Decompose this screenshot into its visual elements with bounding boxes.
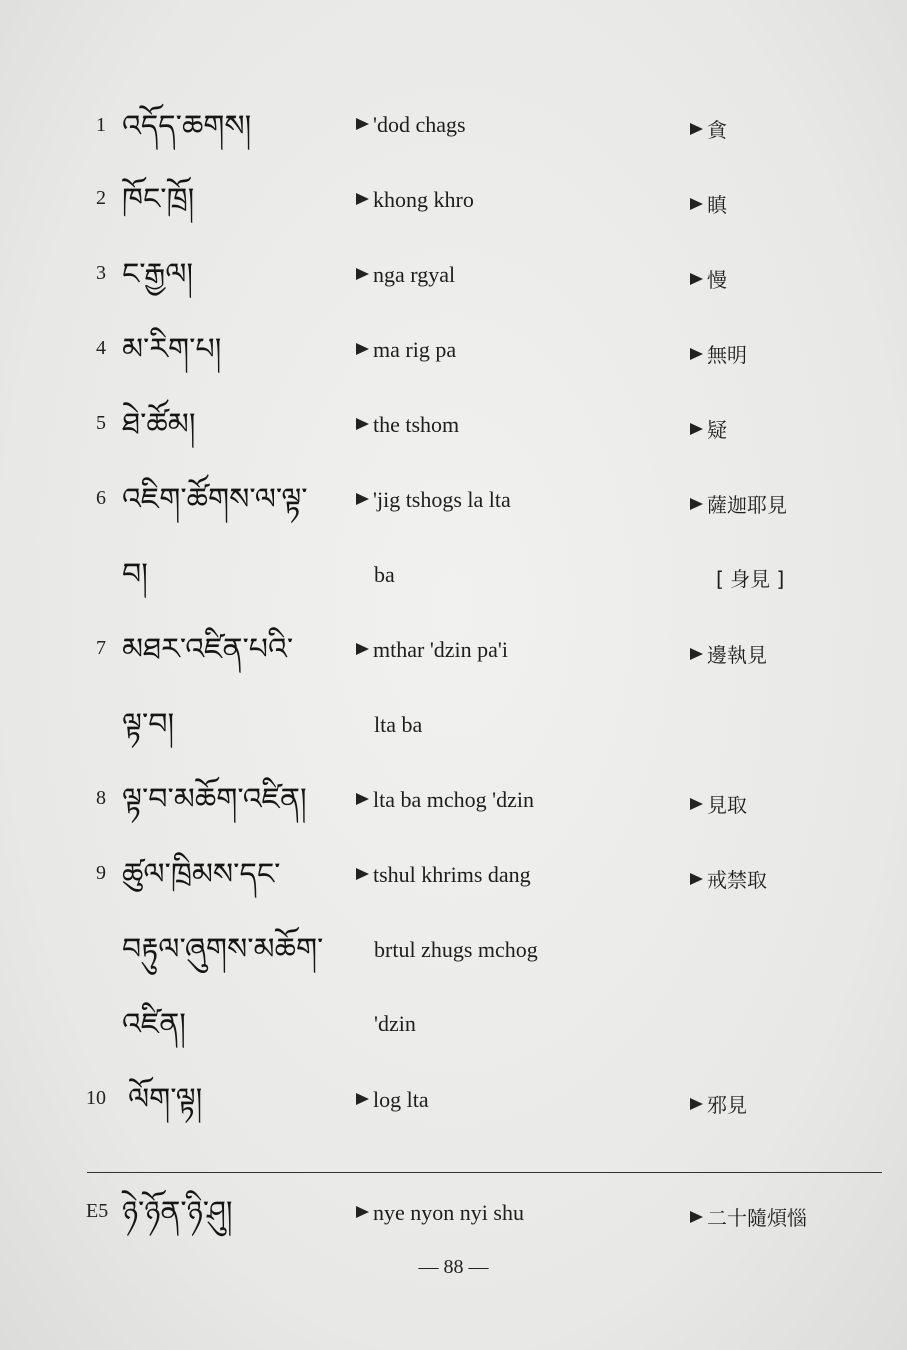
wylie-transliteration: 'jig tshogs la lta: [356, 487, 511, 513]
tibetan-term: མཐར་འཛིན་པའི་: [122, 632, 294, 667]
wylie-transliteration-continued: lta ba: [374, 712, 423, 737]
chinese-term-alias: [ 身見 ]: [716, 567, 785, 591]
tibetan-term: མ་རིག་པ།: [122, 332, 222, 367]
wylie-transliteration: nga rgyal: [356, 262, 455, 288]
entry-number: 4: [96, 337, 106, 359]
section-tibetan-title: ཉེ་ཉོན་ཉི་ཤུ།: [122, 1195, 233, 1230]
wylie-transliteration: 'dod chags: [356, 112, 466, 138]
tibetan-term: ཐེ་ཚོམ།: [122, 407, 196, 442]
tibetan-term: ལོག་ལྟ།: [128, 1082, 203, 1117]
wylie-transliteration: tshul khrims dang: [356, 862, 531, 888]
wylie-transliteration: lta ba mchog 'dzin: [356, 787, 534, 813]
chinese-term: 貪: [690, 114, 727, 143]
tibetan-term-continued: བརྟུལ་ཞུགས་མཆོག་: [122, 932, 324, 967]
chinese-term: 無明: [690, 339, 747, 368]
tibetan-term-continued: འཛིན།: [122, 1007, 186, 1042]
arrow-icon: [356, 118, 369, 130]
arrow-icon: [690, 648, 703, 660]
wylie-transliteration: khong khro: [356, 187, 474, 213]
tibetan-term-continued: བ།: [122, 557, 148, 592]
entry-number: 5: [96, 412, 106, 434]
wylie-transliteration-continued: ba: [374, 562, 395, 587]
arrow-icon: [690, 198, 703, 210]
section-number: E5: [86, 1200, 109, 1222]
entry-number: 3: [96, 262, 106, 284]
section-chinese-title: 二十隨煩惱: [690, 1202, 807, 1231]
arrow-icon: [356, 268, 369, 280]
chinese-term: 慢: [690, 264, 727, 293]
arrow-icon: [356, 343, 369, 355]
chinese-term: 邊執見: [690, 639, 767, 668]
arrow-icon: [356, 793, 369, 805]
wylie-transliteration-continued: brtul zhugs mchog: [374, 937, 538, 962]
arrow-icon: [356, 418, 369, 430]
arrow-icon: [690, 423, 703, 435]
arrow-icon: [356, 193, 369, 205]
arrow-icon: [690, 798, 703, 810]
arrow-icon: [356, 1206, 369, 1218]
tibetan-term: ལྟ་བ་མཆོག་འཛིན།: [122, 782, 307, 817]
tibetan-term: འདོད་ཆགས།: [122, 109, 252, 144]
chinese-term: 疑: [690, 414, 727, 443]
entry-number: 7: [96, 637, 106, 659]
chinese-term: 瞋: [690, 189, 727, 218]
tibetan-term: འཇིག་ཚོགས་ལ་ལྟ་: [122, 482, 308, 517]
section-divider: [87, 1172, 882, 1173]
wylie-transliteration-continued: 'dzin: [374, 1011, 416, 1036]
chinese-term: 戒禁取: [690, 864, 767, 893]
tibetan-term: ཚུལ་ཁྲིམས་དང་: [122, 857, 281, 892]
tibetan-term-continued: ལྟ་བ།: [122, 707, 175, 742]
wylie-transliteration: mthar 'dzin pa'i: [356, 637, 508, 663]
arrow-icon: [690, 1211, 703, 1223]
entry-number: 2: [96, 187, 106, 209]
wylie-transliteration: log lta: [356, 1087, 429, 1113]
entry-number: 8: [96, 787, 106, 809]
tibetan-term: ང་རྒྱལ།: [122, 257, 194, 292]
chinese-term: 邪見: [690, 1089, 747, 1118]
arrow-icon: [356, 1093, 369, 1105]
entry-number: 6: [96, 487, 106, 509]
arrow-icon: [690, 1098, 703, 1110]
entry-number: 1: [96, 114, 106, 136]
entry-number: 10: [86, 1087, 106, 1109]
tibetan-term: ཁོང་ཁྲོ།: [122, 182, 195, 217]
arrow-icon: [356, 643, 369, 655]
arrow-icon: [356, 868, 369, 880]
chinese-term: 見取: [690, 789, 747, 818]
entry-number: 9: [96, 862, 106, 884]
page-number: — 88 —: [418, 1256, 489, 1278]
arrow-icon: [690, 273, 703, 285]
wylie-transliteration: ma rig pa: [356, 337, 456, 363]
arrow-icon: [690, 873, 703, 885]
arrow-icon: [356, 493, 369, 505]
wylie-transliteration: the tshom: [356, 412, 459, 438]
arrow-icon: [690, 123, 703, 135]
chinese-term: 薩迦耶見: [690, 489, 787, 518]
arrow-icon: [690, 498, 703, 510]
arrow-icon: [690, 348, 703, 360]
section-wylie-title: nye nyon nyi shu: [356, 1200, 524, 1226]
